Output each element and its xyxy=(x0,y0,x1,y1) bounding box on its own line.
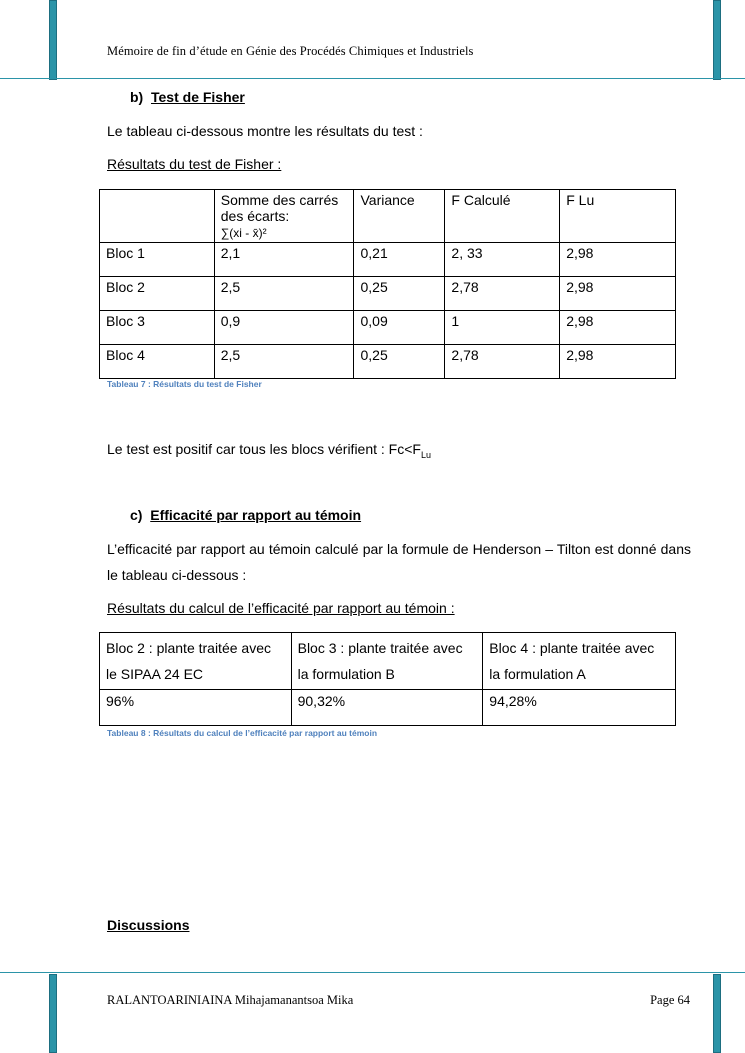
table-cell: 0,25 xyxy=(354,277,445,311)
footer-left-bar xyxy=(49,974,57,1053)
efficacy-table-title: Résultats du calcul de l’efficacité par rapport au témoin : xyxy=(107,600,455,616)
fisher-table-title: Résultats du test de Fisher : xyxy=(107,156,282,172)
table-cell: 2,78 xyxy=(445,345,560,379)
footer-right-bar xyxy=(713,974,721,1053)
section-c-heading xyxy=(130,507,361,523)
section-b-intro: Le tableau ci-dessous montre les résultats du test : xyxy=(107,123,423,139)
section-b-heading xyxy=(130,89,245,105)
table-row xyxy=(100,345,676,379)
section-c-prefix: c) xyxy=(130,507,143,523)
table-cell: 2,5 xyxy=(214,345,354,379)
table-cell: 2,1 xyxy=(214,243,354,277)
table-header-cell xyxy=(214,190,354,243)
efficacy-table-caption: Tableau 8 : Résultats du calcul de l’efficacité par rapport au témoin xyxy=(107,728,378,738)
table-header-row xyxy=(100,190,676,243)
table-cell: 2,98 xyxy=(560,243,676,277)
header-rule xyxy=(0,78,745,79)
table-cell: 96% xyxy=(100,690,292,726)
table-cell: 2,5 xyxy=(214,277,354,311)
table-header-cell: Variance xyxy=(354,190,445,243)
fisher-table-caption: Tableau 7 : Résultats du test de Fisher xyxy=(107,379,262,389)
section-c-paragraph: L’efficacité par rapport au témoin calculé par la formule de Henderson – Tilton est donné dans le tableau ci-dessous : xyxy=(107,541,691,583)
table-header-cell xyxy=(100,190,215,243)
table-cell: Bloc 4 xyxy=(100,345,215,379)
table-cell: 0,9 xyxy=(214,311,354,345)
section-c-title: Efficacité par rapport au témoin xyxy=(150,507,362,523)
fisher-conclusion xyxy=(107,439,431,465)
discussions-title: Discussions xyxy=(107,917,190,933)
section-b-prefix: b) xyxy=(130,89,144,105)
fisher-table xyxy=(99,189,676,379)
table-cell: 90,32% xyxy=(291,690,483,726)
page-header-title: Mémoire de fin d’étude en Génie des Procédés Chimiques et Industriels xyxy=(107,44,474,58)
table-cell: 0,25 xyxy=(354,345,445,379)
footer-rule xyxy=(0,972,745,973)
table-cell: Bloc 3 xyxy=(100,311,215,345)
table-cell: 2, 33 xyxy=(445,243,560,277)
table-cell: 94,28% xyxy=(483,690,676,726)
table-cell: 0,21 xyxy=(354,243,445,277)
table-header-row xyxy=(100,633,676,690)
table-cell: Bloc 1 xyxy=(100,243,215,277)
table-header-cell: F Lu xyxy=(560,190,676,243)
fisher-conclusion-subscript: Lu xyxy=(420,449,431,460)
table-header-cell: Bloc 3 : plante traitée avec la formulation B xyxy=(291,633,483,690)
header-left-bar xyxy=(49,0,57,80)
table-cell: Bloc 2 xyxy=(100,277,215,311)
fisher-conclusion-text: Le test est positif car tous les blocs vérifient : Fc<F xyxy=(107,441,421,457)
table-cell: 2,78 xyxy=(445,277,560,311)
section-b-title: Test de Fisher xyxy=(151,89,245,105)
header-right-bar xyxy=(713,0,721,80)
footer-page-number: Page 64 xyxy=(650,993,690,1007)
table-header-cell: F Calculé xyxy=(445,190,560,243)
table-row xyxy=(100,311,676,345)
table-cell: 2,98 xyxy=(560,277,676,311)
efficacy-table xyxy=(99,632,676,726)
table-header-cell: Bloc 4 : plante traitée avec la formulation A xyxy=(483,633,676,690)
sum-of-squares-formula: ∑(xi - x̄)² xyxy=(220,226,267,240)
table-row xyxy=(100,277,676,311)
footer-author: RALANTOARINIAINA Mihajamanantsoa Mika xyxy=(107,993,354,1007)
table-row xyxy=(100,690,676,726)
sum-of-squares-label: Somme des carrés des écarts: xyxy=(220,192,339,224)
table-cell: 1 xyxy=(445,311,560,345)
discussions-heading xyxy=(107,917,189,933)
table-cell: 2,98 xyxy=(560,311,676,345)
table-cell: 0,09 xyxy=(354,311,445,345)
table-header-cell: Bloc 2 : plante traitée avec le SIPAA 24 EC xyxy=(100,633,292,690)
table-cell: 2,98 xyxy=(560,345,676,379)
table-row xyxy=(100,243,676,277)
